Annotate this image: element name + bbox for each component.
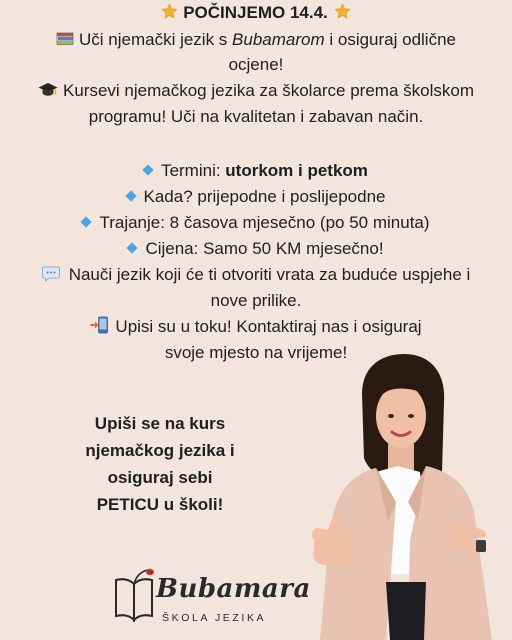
cta-line-2: njemačkog jezika i: [85, 441, 235, 460]
page-title: POČINJEMO 14.4.: [183, 3, 328, 22]
star-icon: [334, 3, 351, 20]
bubamara-logo: [112, 560, 311, 634]
header-title-row: [0, 2, 512, 24]
termini-label: Termini:: [161, 161, 226, 180]
graduation-cap-icon: [38, 82, 58, 98]
termini-value: utorkom i petkom: [225, 161, 368, 180]
intro-text-start: Uči njemački jezik s: [78, 30, 233, 49]
books-icon: [56, 31, 74, 47]
cta-block: [40, 410, 280, 518]
cta-line-1: Upiši se na kurs: [94, 414, 226, 433]
blue-diamond-icon: [125, 190, 136, 201]
detail-cijena: [0, 238, 512, 260]
detail-termini: [0, 160, 512, 182]
intro-line-1: [0, 29, 512, 51]
logo-subtitle: ŠKOLA JEZIKA: [162, 612, 267, 624]
cta-line-4: PETICU u školi!: [96, 495, 224, 514]
blue-diamond-icon: [142, 164, 153, 175]
teacher-photo: [300, 352, 512, 640]
book-logo-icon: [112, 568, 156, 624]
cta-line-3: osiguraj sebi: [107, 468, 213, 487]
speech-balloon-icon: [42, 266, 60, 282]
star-icon: [161, 3, 178, 20]
detail-trajanje: [0, 212, 512, 234]
enroll-line-1: [0, 316, 512, 338]
opportunity-line-1: [0, 264, 512, 286]
courses-line-2: programu! Uči na kvalitetan i zabavan način.: [88, 107, 424, 126]
logo-wordmark: Bubamara: [156, 574, 311, 604]
courses-line-1: [0, 80, 512, 102]
blue-diamond-icon: [81, 216, 92, 227]
cijena-text: Cijena: Samo 50 KM mjesečno!: [145, 239, 384, 258]
kada-text: Kada? prijepodne i poslijepodne: [143, 187, 386, 206]
opportunity-line-2: nove prilike.: [210, 291, 302, 310]
blue-diamond-icon: [127, 242, 138, 253]
detail-kada: [0, 186, 512, 208]
brand-mention: Bubamarom: [232, 30, 325, 49]
enroll-line-2: svoje mjesto na vrijeme!: [164, 343, 348, 362]
mobile-phone-arrow-icon: [90, 316, 110, 334]
intro-text-end: i osiguraj odlične: [324, 30, 456, 49]
trajanje-text: Trajanje: 8 časova mjesečno (po 50 minuta): [99, 213, 430, 232]
opportunity-text-1: Nauči jezik koji će ti otvoriti vrata za buduće uspjehe i: [68, 265, 471, 284]
intro-line-2: ocjene!: [228, 55, 284, 74]
enroll-text-1: Upisi su u toku! Kontaktiraj nas i osiguraj: [115, 317, 422, 336]
courses-text-1: Kursevi njemačkog jezika za školarce prema školskom: [63, 81, 474, 100]
